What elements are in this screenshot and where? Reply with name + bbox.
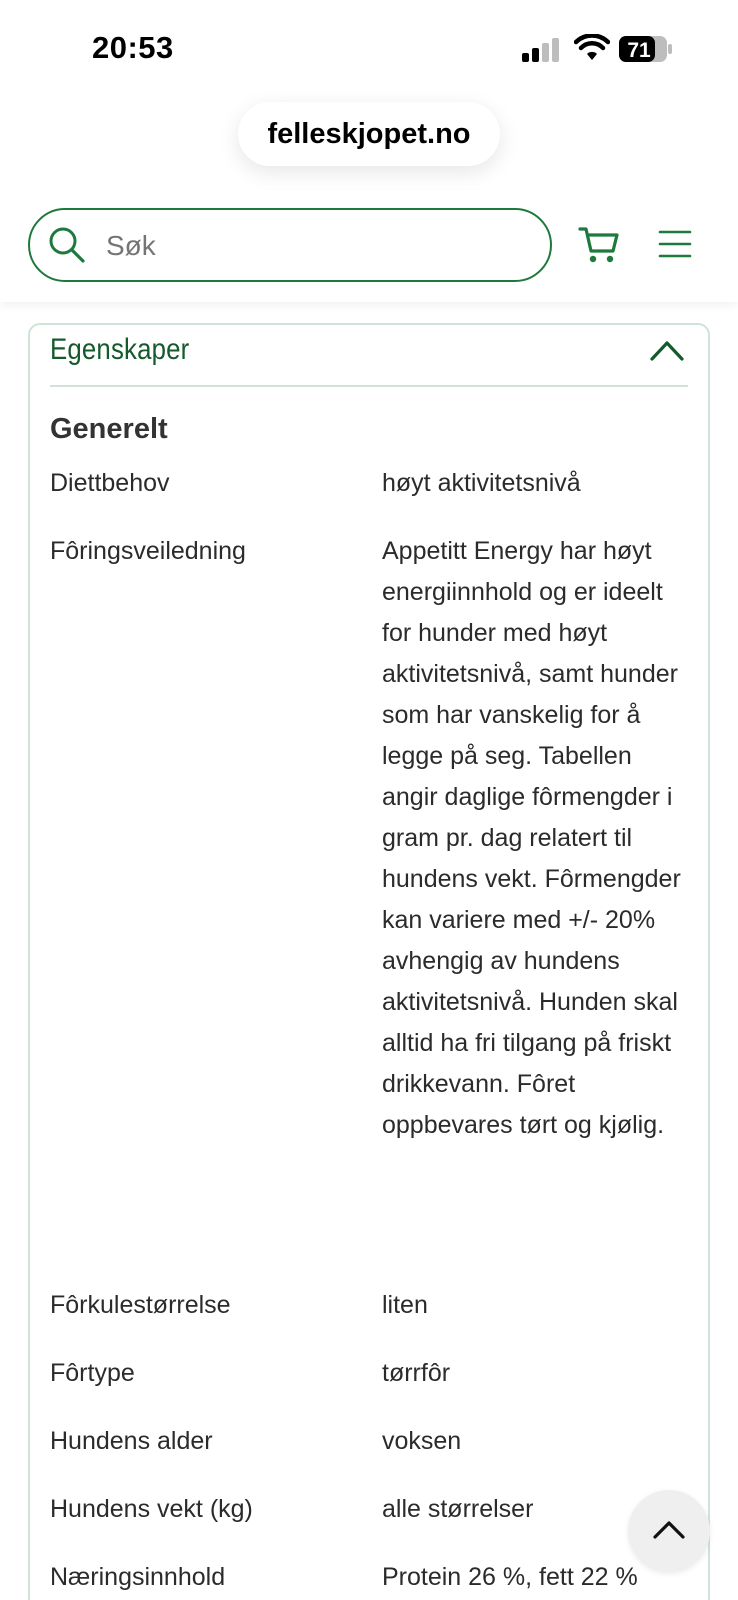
properties-panel-header[interactable] xyxy=(50,325,688,387)
property-label: Fôrkulestørrelse xyxy=(50,1291,231,1319)
site-header xyxy=(0,190,738,302)
arrow-up-icon xyxy=(652,1518,686,1540)
search-box[interactable] xyxy=(28,208,552,282)
property-label: Fôringsveiledning xyxy=(50,537,246,565)
battery-icon xyxy=(619,36,673,62)
property-label: Hundens vekt (kg) xyxy=(50,1495,253,1523)
status-bar xyxy=(0,0,738,100)
property-value: liten xyxy=(382,1291,428,1319)
wifi-icon xyxy=(574,34,610,62)
property-value: alle størrelser xyxy=(382,1495,534,1523)
property-label: Diettbehov xyxy=(50,469,170,497)
panel-title: Egenskaper xyxy=(50,333,190,366)
property-label: Fôrtype xyxy=(50,1359,135,1387)
section-heading-general: Generelt xyxy=(50,413,168,445)
property-label: Næringsinnhold xyxy=(50,1563,226,1591)
search-input[interactable] xyxy=(106,222,526,270)
browser-url-text: felleskjopet.no xyxy=(267,117,471,150)
menu-icon[interactable] xyxy=(658,228,692,260)
browser-url-bar[interactable] xyxy=(238,102,500,166)
chevron-up-icon[interactable] xyxy=(650,339,684,361)
battery-level: 71 xyxy=(627,39,651,62)
property-value: voksen xyxy=(382,1427,462,1455)
property-label: Hundens alder xyxy=(50,1427,213,1455)
property-value: Protein 26 %, fett 22 % xyxy=(382,1563,638,1591)
search-icon xyxy=(48,226,86,264)
property-value: tørrfôr xyxy=(382,1359,451,1387)
property-value: Appetitt Energy har høyt energiinnhold og er ideelt for hunder med høyt aktivitetsnivå, samt hunder som har vanskelig for å legge på seg. Tabellen angir daglige fôrmengder i gram pr. dag relatert til hundens vekt. Fôrmengder kan variere med +/- 20% avhengig av hundens aktivitetsnivå. Hunden skal alltid ha fri tilgang på friskt drikkevann. Fôret oppbevares tørt og kjølig. xyxy=(382,537,681,1139)
status-time: 20:53 xyxy=(92,30,174,65)
scroll-to-top-button[interactable] xyxy=(628,1490,710,1572)
properties-panel xyxy=(28,323,710,1600)
cart-icon[interactable] xyxy=(578,224,620,266)
property-value: høyt aktivitetsnivå xyxy=(382,469,581,497)
cellular-signal-icon xyxy=(522,38,562,62)
